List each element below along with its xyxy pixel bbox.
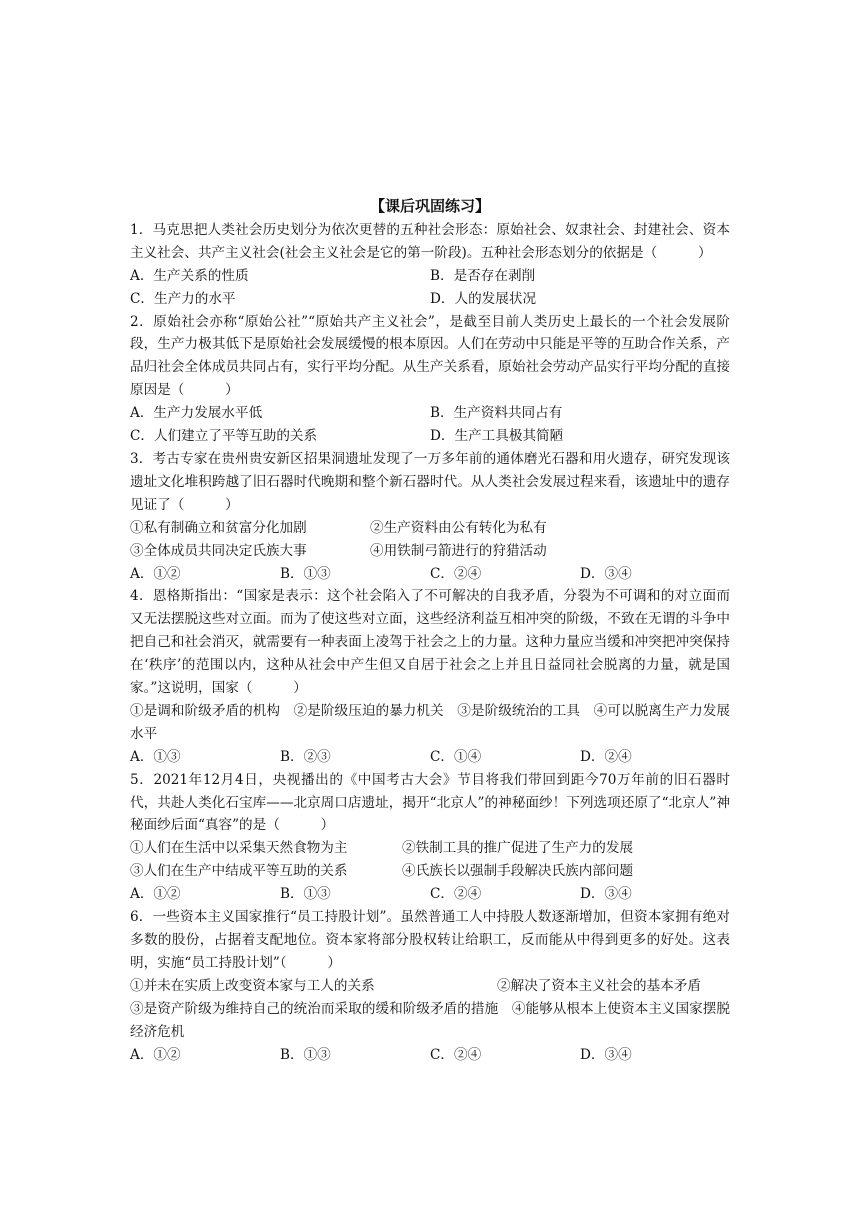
question-3-options (130, 563, 730, 586)
question-5-options (130, 883, 730, 906)
option-a: A．生产力发展水平低 (130, 405, 263, 422)
question-1-stem: 1．马克思把人类社会历史划分为依次更替的五种社会形态：原始社会、奴隶社会、封建社会、资本主义社会、共产主义社会(社会主义社会是它的第一阶段)。五种社会形态划分的依据是（ ） (130, 221, 730, 261)
option-c: C．①④ (430, 748, 482, 765)
question-1-options-row1 (130, 265, 730, 288)
statement-3: ③全体成员共同决定氏族大事 (130, 542, 307, 559)
option-b: B．①③ (280, 565, 331, 582)
statement-4: ④用铁制弓箭进行的狩猎活动 (370, 542, 547, 559)
statement-2: ②生产资料由公有转化为私有 (370, 519, 547, 536)
question-3-stem: 3．考古专家在贵州贵安新区招果洞遗址发现了一万多年前的通体磨光石器和用火遗存，研究发现该遗址文化堆积跨越了旧石器时代晚期和整个新石器时代。从人类社会发展过程来看，该遗址中的遗存见证了（ ） (130, 450, 730, 513)
option-d: D．③④ (580, 886, 632, 903)
question-2-options-row1 (130, 402, 730, 425)
question-2-options-row2 (130, 425, 730, 448)
statement-4: ④氏族长以强制手段解决氏族内部问题 (402, 863, 634, 880)
question-3-items-row2 (130, 540, 730, 563)
question-6-stem: 6．一些资本主义国家推行“员工持股计划”。虽然普通工人中持股人数逐渐增加，但资本家拥有绝对多数的股份，占据着支配地位。资本家将部分股权转让给职工，反而能从中得到更多的好处。这表明，实施“员工持股计划”（ ） (130, 909, 730, 971)
worksheet (130, 195, 730, 1066)
question-5-items-row1 (130, 837, 730, 860)
option-b: B．是否存在剥削 (430, 267, 536, 284)
option-c: C．②④ (430, 886, 482, 903)
statement-3: ③人们在生产中结成平等互助的关系 (130, 863, 348, 880)
question-4-statements: ①是调和阶级矛盾的机构 ②是阶级压迫的暴力机关 ③是阶级统治的工具 ④可以脱离生产力发展水平 (130, 702, 730, 742)
option-d: D．生产工具极其简陋 (430, 428, 564, 445)
option-d: D．③④ (580, 1046, 632, 1063)
option-c: C．②④ (430, 1046, 482, 1063)
option-a: A．生产关系的性质 (130, 267, 249, 284)
option-c: C．②④ (430, 565, 482, 582)
option-d: D．③④ (580, 565, 632, 582)
option-b: B．①③ (280, 886, 331, 903)
question-3-items-row1 (130, 517, 730, 540)
question-4-options (130, 746, 730, 769)
option-d: D．人的发展状况 (430, 290, 537, 307)
option-c: C．生产力的水平 (130, 290, 236, 307)
option-a: A．①③ (130, 748, 181, 765)
option-b: B．生产资料共同占有 (430, 405, 563, 422)
option-a: A．①② (130, 886, 181, 903)
question-1-options-row2 (130, 288, 730, 311)
statement-1: ①私有制确立和贫富分化加剧 (130, 519, 307, 536)
option-c: C．人们建立了平等互助的关系 (130, 428, 318, 445)
option-b: B．②③ (280, 748, 331, 765)
question-6-options (130, 1044, 730, 1067)
option-b: B．①③ (280, 1046, 331, 1063)
question-4-stem: 4．恩格斯指出：“国家是表示：这个社会陷入了不可解决的自我矛盾，分裂为不可调和的对立面而又无法摆脱这些对立面。而为了使这些对立面，这些经济利益互相冲突的阶级，不致在无谓的斗争中把自己和社会消灭，就需要有一种表面上凌驾于社会之上的力量。这种力量应当缓和冲突把冲突保持在‘秩序’的范围以内，这种从社会中产生但又自居于社会之上并且日益同社会脱离的力量，就是国家。”这说明，国家（ ） (130, 588, 730, 697)
statement-2: ②铁制工具的推广促进了生产力的发展 (402, 840, 634, 857)
question-6-statements-3-4: ③是资产阶级为维持自己的统治而采取的缓和阶级矛盾的措施 ④能够从根本上使资本主义国家摆脱经济危机 (130, 1000, 730, 1040)
question-2-stem: 2．原始社会亦称“原始公社”“原始共产主义社会”，是截至目前人类历史上最长的一个社会发展阶段，生产力极其低下是原始社会发展缓慢的根本原因。人们在劳动中只能是平等的互助合作关系，产品归社会全体成员共同占有，实行平均分配。从生产关系看，原始社会劳动产品实行平均分配的直接原因是（ ） (130, 313, 730, 399)
statement-1: ①人们在生活中以采集天然食物为主 (130, 840, 348, 857)
option-a: A．①② (130, 1046, 181, 1063)
option-a: A．①② (130, 565, 181, 582)
question-5-items-row2 (130, 860, 730, 883)
page-title: 【课后巩固练习】 (369, 197, 490, 215)
question-5-stem: 5．2021年12月4日，央视播出的《中国考古大会》节目将我们带回到距今70万年前的旧石器时代，共赴人类化石宝库——北京周口店遗址，揭开“北京人”的神秘面纱！下列选项还原了“北京人”神秘面纱后面“真容”的是（ ） (130, 771, 730, 834)
question-6-statements-1-2: ①并未在实质上改变资本家与工人的关系 ②解决了资本主义社会的基本矛盾 (130, 977, 701, 994)
option-d: D．②④ (580, 748, 632, 765)
